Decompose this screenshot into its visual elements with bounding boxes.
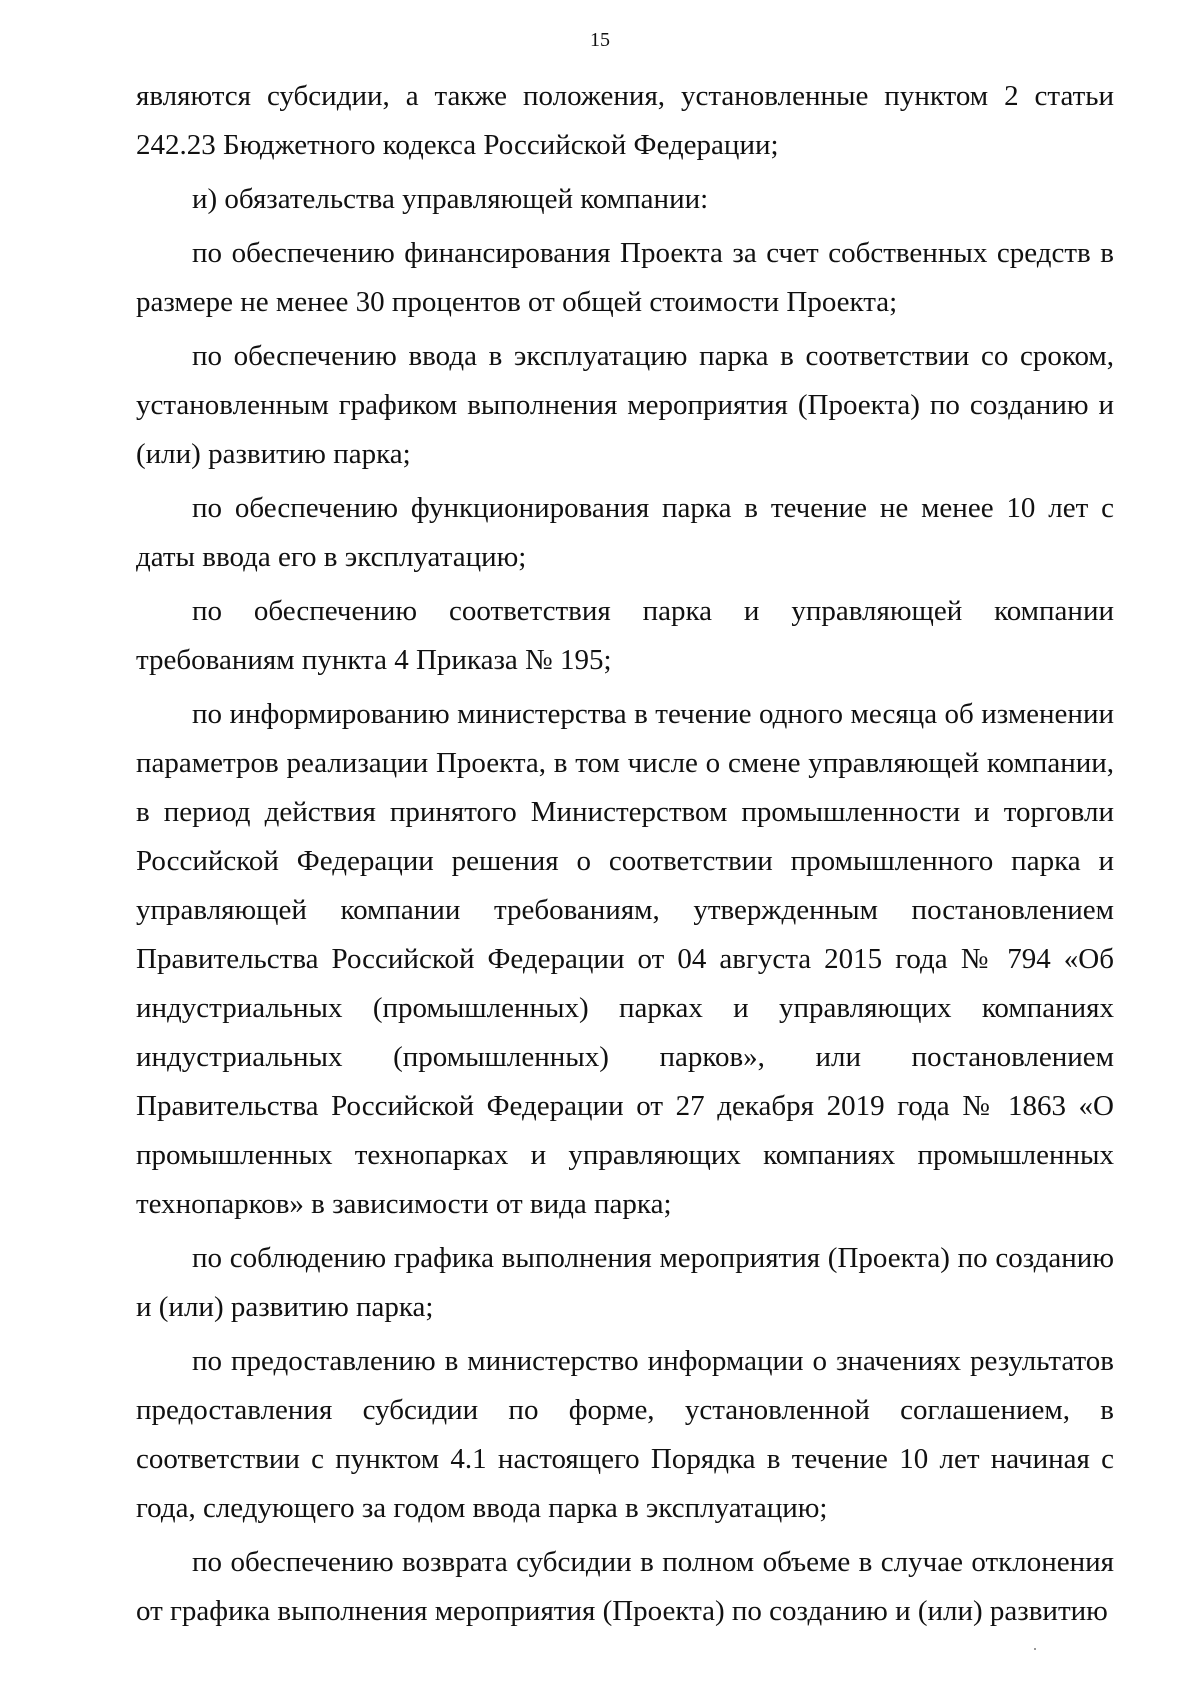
paragraph-reporting-obligation: по предоставлению в министерство информации о значениях результатов предоставления субсидии по форме, установленной соглашением, в соответствии с пунктом 4.1 настоящего Порядка в течение 10 лет начиная с года, следующего за годом ввода парка в эксплуатацию; — [136, 1345, 1114, 1524]
scan-dot — [1034, 1648, 1036, 1650]
paragraph-commissioning-obligation: по обеспечению ввода в эксплуатацию парка в соответствии со сроком, установленным графиком выполнения мероприятия (Проекта) по созданию и (или) развитию парка; — [136, 340, 1114, 470]
document-body — [136, 72, 1114, 1641]
paragraph-information-obligation: по информированию министерства в течение одного месяца об изменении параметров реализации Проекта, в том числе о смене управляющей компании, в период действия принятого Министерством промышленности и торговли Российской Федерации решения о соответствии промышленного парка и управляющей компании требованиям, утвержденным постановлением Правительства Российской Федерации от 04 августа 2015 года № 794 «Об индустриальных (промышленных) парках и управляющих компаниях индустриальных (промышленных) парков», или постановлением Правительства Российской Федерации от 27 декабря 2019 года № 1863 «О промышленных технопарках и управляющих компаниях промышленных технопарков» в зависимости от вида парка; — [136, 698, 1114, 1220]
paragraph-management-obligations-heading: и) обязательства управляющей компании: — [192, 183, 709, 215]
paragraph-refund-obligation: по обеспечению возврата субсидии в полном объеме в случае отклонения от графика выполнения мероприятия (Проекта) по созданию и (или) развитию — [136, 1546, 1114, 1627]
paragraph-compliance-obligation: по обеспечению соответствия парка и управляющей компании требованиям пункта 4 Приказа № 195; — [136, 595, 1114, 676]
paragraph-continuation: являются субсидии, а также положения, установленные пунктом 2 статьи 242.23 Бюджетного кодекса Российской Федерации; — [136, 80, 1114, 161]
page-number: 15 — [590, 29, 610, 51]
paragraph-schedule-obligation: по соблюдению графика выполнения мероприятия (Проекта) по созданию и (или) развитию парка; — [136, 1242, 1114, 1323]
paragraph-financing-obligation: по обеспечению финансирования Проекта за счет собственных средств в размере не менее 30 процентов от общей стоимости Проекта; — [136, 237, 1114, 318]
paragraph-operation-obligation: по обеспечению функционирования парка в течение не менее 10 лет с даты ввода его в эксплуатацию; — [136, 492, 1114, 573]
